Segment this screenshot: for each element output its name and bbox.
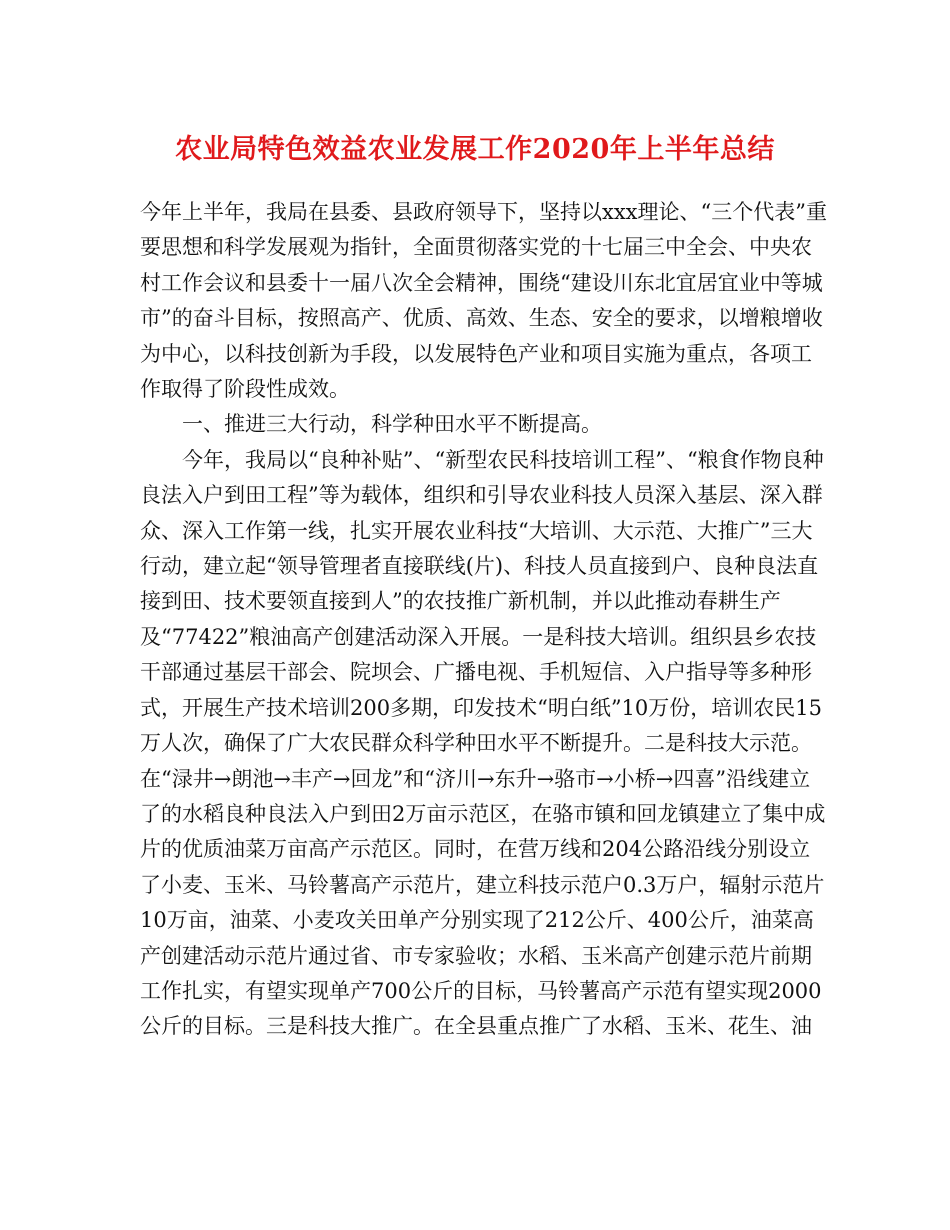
paragraph-intro: 今年上半年，我局在县委、县政府领导下，坚持以xxx理论、“三个代表”重要思想和科学发展观为指针，全面贯彻落实党的十七届三中全会、中央农村工作会议和县委十一届八次全会精神，围绕“建设川东北宜居宜业中等城市”的奋斗目标，按照高产、优质、高效、生态、安全的要求，以增粮增收为中心，以科技创新为手段，以发展特色产业和项目实施为重点，各项工作取得了阶段性成效。 — [140, 200, 827, 402]
paragraph-section-1: 今年，我局以“良种补贴”、“新型农民科技培训工程”、“粮食作物良种良法入户到田工程”等为载体，组织和引导农业科技人员深入基层、深入群众、深入工作第一线，扎实开展农业科技“大培训、大示范、大推广”三大行动，建立起“领导管理者直接联线(片)、科技人员直接到户、良种良法直接到田、技术要领直接到人”的农技推广新机制，并以此推动春耕生产及“77422”粮油高产创建活动深入开展。一是科技大培训。组织县乡农技干部通过基层干部会、院坝会、广播电视、手机短信、入户指导等多种形式，开展生产技术培训200多期，印发技术“明白纸”10万份，培训农民15万人次，确保了广大农民群众科学种田水平不断提升。二是科技大示范。在“渌井→朗池→丰产→回龙”和“济川→东升→骆市→小桥→四喜”沿线建立了的水稻良种良法入户到田2万亩示范区，在骆市镇和回龙镇建立了集中成片的优质油菜万亩高产示范区。同时，在营万线和204公路沿线分别设立了小麦、玉米、马铃薯高产示范片，建立科技示范户0.3万户，辐射示范片10万亩，油菜、小麦攻关田单产分别实现了212公斤、400公斤，油菜高产创建活动示范片通过省、市专家验收；水稻、玉米高产创建示范片前期工作扎实，有望实现单产700公斤的目标，马铃薯高产示范有望实现2000公斤的目标。三是科技大推广。在全县重点推广了水稻、玉米、花生、油 — [140, 447, 826, 1039]
section-heading-1: 一、推进三大行动，科学种田水平不断提高。 — [182, 412, 602, 437]
document-title: 农业局特色效益农业发展工作2020年上半年总结 — [175, 134, 775, 165]
document-body — [140, 195, 830, 1045]
